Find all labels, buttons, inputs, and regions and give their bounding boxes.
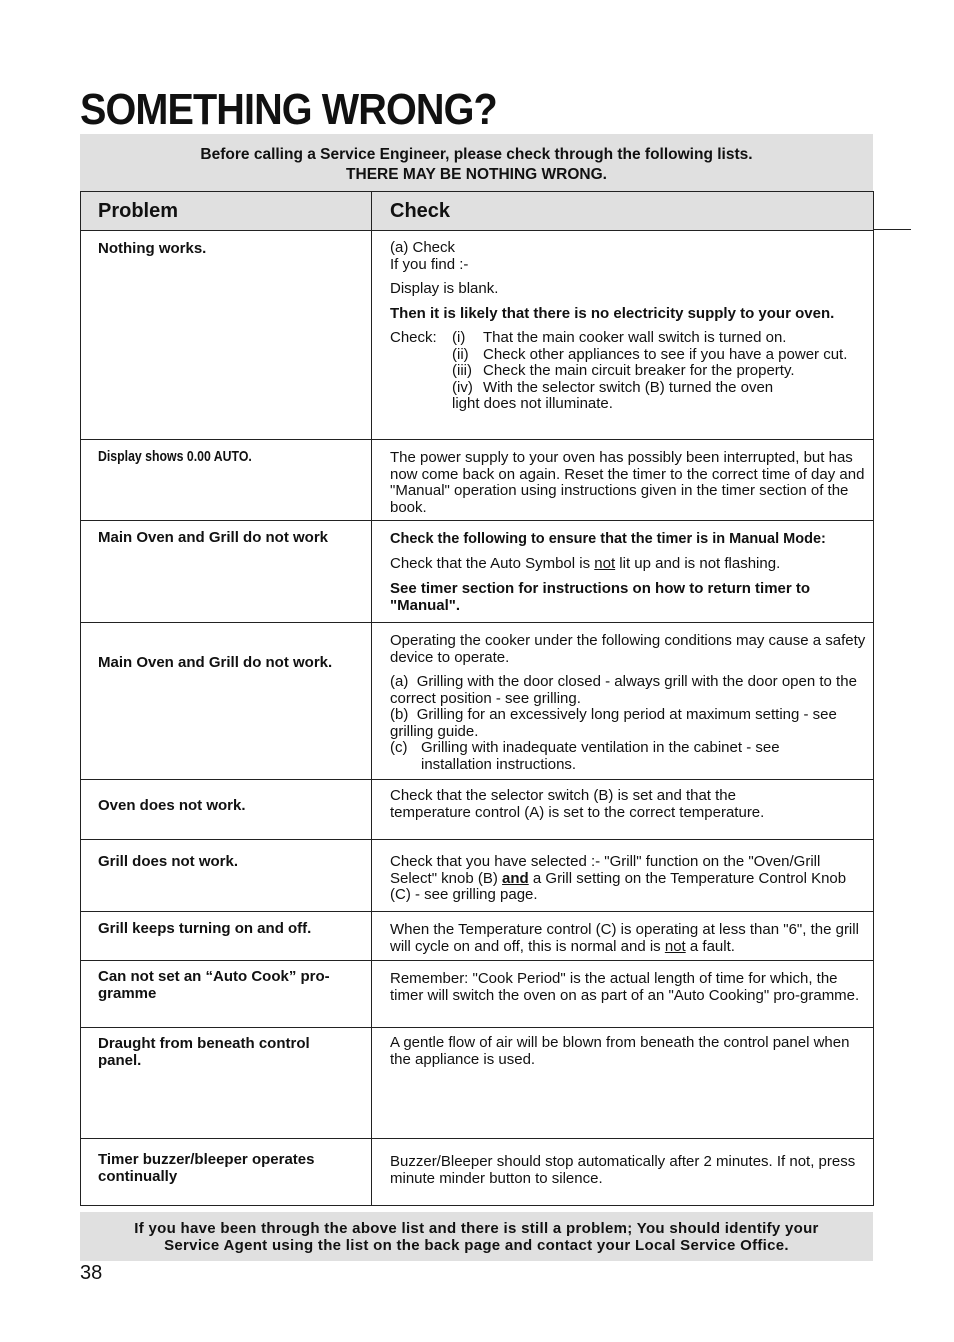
list-item: [390, 707, 873, 740]
item-text-continued: light does not illuminate.: [452, 395, 613, 412]
problem-cell: [81, 912, 372, 961]
footer-line-2: Service Agent using the list on the back page and contact your Local Service Office.: [164, 1237, 789, 1254]
table-row: [81, 231, 874, 440]
page-title: SOMETHING WRONG?: [80, 85, 497, 134]
check-text-part: a fault.: [685, 937, 735, 955]
check-text: [390, 556, 873, 573]
table-row: [81, 440, 874, 521]
check-cell: [372, 961, 874, 1028]
problem-text: Nothing works.: [98, 240, 207, 257]
problem-text: Can not set an “Auto Cook” pro-gramme: [98, 968, 330, 1002]
check-text: [390, 854, 873, 904]
item-number: (b): [390, 706, 409, 723]
check-cell: [372, 1028, 874, 1139]
table-row: [81, 780, 874, 840]
check-text-emphasis: and: [502, 869, 529, 887]
problem-text: Timer buzzer/bleeper operates continually: [98, 1151, 315, 1185]
check-text: Buzzer/Bleeper should stop automatically after 2 minutes. If not, press minute minder button to silence.: [390, 1153, 856, 1187]
list-item: [390, 347, 873, 364]
table-row: [81, 840, 874, 912]
problem-text: Draught from beneath control panel.: [98, 1035, 310, 1069]
item-text: Grilling with inadequate ventilation in the cabinet - see installation instructions.: [421, 739, 780, 773]
check-text-underline: not: [594, 554, 616, 572]
problem-cell: [81, 961, 372, 1028]
check-label: Check:: [390, 329, 437, 346]
item-text: That the main cooker wall switch is turned on.: [483, 329, 787, 346]
check-text: Check that the selector switch (B) is set and that the temperature control (A) is set to the correct temperature.: [390, 787, 765, 821]
list-item: [390, 330, 873, 347]
table-row: [81, 521, 874, 623]
header-check: Check: [372, 192, 874, 231]
intro-banner: [80, 134, 873, 191]
check-cell: [372, 231, 874, 440]
item-number: (i): [452, 329, 466, 346]
item-text: Check other appliances to see if you have a power cut.: [483, 345, 848, 363]
troubleshooting-table: [80, 191, 874, 1206]
item-number: (a): [390, 673, 409, 690]
table-header-row: [81, 192, 874, 231]
problem-text: Main Oven and Grill do not work: [98, 529, 329, 546]
intro-line-1: Before calling a Service Engineer, please check through the following lists.: [200, 146, 753, 163]
item-number: (c): [390, 739, 408, 756]
intro-line-2: THERE MAY BE NOTHING WRONG.: [346, 166, 607, 183]
check-text: Remember: "Cook Period" is the actual length of time for which, the timer will switch the oven on as part of an "Auto Cooking" pro-gramme.: [390, 970, 860, 1004]
header-problem: Problem: [81, 192, 372, 231]
check-text: (a) Check: [390, 239, 456, 256]
list-item: [390, 380, 873, 397]
problem-text: Main Oven and Grill do not work.: [98, 654, 333, 671]
item-text: With the selector switch (B) turned the oven: [483, 378, 774, 396]
item-text: Check the main circuit breaker for the property.: [483, 362, 795, 379]
check-cell: [372, 1139, 874, 1206]
check-cell: [372, 521, 874, 623]
problem-cell: [81, 1139, 372, 1206]
check-list: [390, 674, 873, 773]
check-cell: [372, 840, 874, 912]
problem-text: Oven does not work.: [98, 797, 246, 814]
check-cell: [372, 912, 874, 961]
check-text-part: a Grill setting on the Temperature Control Knob (C) - see grilling page.: [390, 869, 847, 903]
check-text-part: lit up and is not flashing.: [615, 554, 781, 572]
header-rule-extension: [873, 229, 911, 230]
footer-line-1: If you have been through the above list and there is still a problem; You should identify your: [134, 1220, 819, 1237]
table-row: [81, 961, 874, 1028]
footer-banner: [80, 1212, 873, 1261]
check-cell: [372, 780, 874, 840]
item-text: Grilling for an excessively long period at maximum setting - see grilling guide.: [390, 706, 837, 740]
check-text: If you find :-: [390, 255, 469, 273]
check-text-part: Check that the Auto Symbol is: [390, 554, 595, 572]
check-text: [390, 922, 873, 955]
table-row: [81, 1028, 874, 1139]
page-number: 38: [80, 1262, 103, 1284]
problem-text: Display shows 0.00 AUTO.: [98, 448, 252, 465]
item-number: (ii): [452, 345, 469, 363]
problem-cell: [81, 623, 372, 780]
check-text-bold: Check the following to ensure that the timer is in Manual Mode:: [390, 531, 826, 547]
table-row: [81, 1139, 874, 1206]
item-number: (iv): [452, 378, 473, 396]
problem-cell: [81, 231, 372, 440]
list-item: [390, 740, 873, 773]
item-text: Grilling with the door closed - always grill with the door open to the correct position - see grilling.: [390, 673, 857, 707]
problem-cell: [81, 780, 372, 840]
list-item: [390, 674, 873, 707]
list-item: [390, 363, 873, 380]
item-number: (iii): [452, 362, 472, 379]
check-list: [390, 330, 873, 413]
problem-cell: [81, 840, 372, 912]
check-text-underline: not: [664, 937, 686, 955]
check-text: A gentle flow of air will be blown from beneath the control panel when the appliance is used.: [390, 1034, 850, 1068]
problem-cell: [81, 1028, 372, 1139]
check-text-part: Check that you have selected :- "Grill" function on the "Oven/Grill Select" knob (B): [390, 853, 821, 887]
check-cell: [372, 440, 874, 521]
check-text: Display is blank.: [390, 280, 499, 297]
check-text: Operating the cooker under the following conditions may cause a safety device to operate.: [390, 632, 866, 666]
problem-cell: [81, 440, 372, 521]
check-cell: [372, 623, 874, 780]
problem-cell: [81, 521, 372, 623]
table-row: [81, 912, 874, 961]
problem-text: Grill does not work.: [98, 853, 239, 870]
table-row: [81, 623, 874, 780]
check-text-bold: See timer section for instructions on how to return timer to "Manual".: [390, 580, 811, 614]
check-text: The power supply to your oven has possibly been interrupted, but has now come back on again. Reset the timer to the correct time of day and "Manual" operation using instructions given in the timer section of the book.: [390, 449, 865, 516]
problem-text: Grill keeps turning on and off.: [98, 920, 312, 937]
check-text-bold: Then it is likely that there is no electricity supply to your oven.: [390, 304, 835, 322]
check-text-part: When the Temperature control (C) is operating at less than "6", the grill will cycle on and off, this is normal and is: [390, 921, 859, 955]
